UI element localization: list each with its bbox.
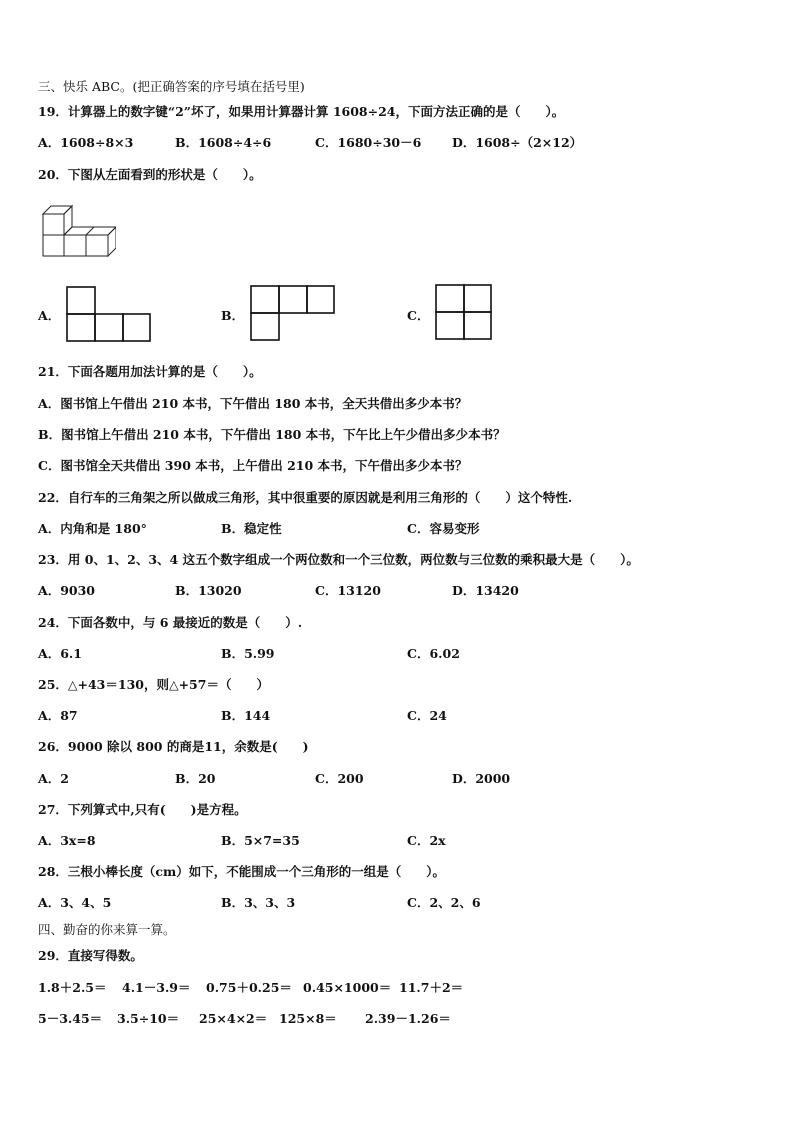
question-25-stem: 25．△+43＝130，则△+57＝（ ） (38, 677, 269, 692)
q29-r1-item-3: 0.75＋0.25＝ (206, 980, 292, 995)
q29-r2-item-3: 25×4×2＝ (199, 1011, 268, 1026)
question-28-stem: 28．三根小棒长度（cm）如下，不能围成一个三角形的一组是（ ）。 (38, 864, 445, 879)
q26-option-b: B．20 (175, 771, 216, 786)
q21-option-a: A．图书馆上午借出 210 本书，下午借出 180 本书，全天共借出多少本书？ (38, 396, 468, 411)
q19-option-c: C．1680÷30－6 (315, 135, 422, 150)
q26-option-d: D．2000 (452, 771, 511, 786)
q27-option-b: B．5×7=35 (221, 833, 300, 848)
q29-r2-item-4: 125×8＝ (279, 1011, 337, 1026)
q25-option-c: C．24 (407, 708, 447, 723)
q20-option-a: A． (38, 308, 61, 323)
q22-option-a: A．内角和是 180° (38, 521, 147, 536)
q26-option-c: C．200 (315, 771, 364, 786)
q24-option-b: B．5.99 (221, 646, 275, 661)
q23-option-a: A．9030 (38, 583, 95, 598)
q25-option-b: B．144 (221, 708, 271, 723)
q28-option-a: A．3、4、5 (38, 895, 112, 910)
question-27-stem: 27．下列算式中,只有( )是方程。 (38, 802, 247, 817)
cube-stack-figure (40, 200, 116, 262)
q25-option-a: A．87 (38, 708, 78, 723)
q20-option-c: C． (407, 308, 430, 323)
q29-r1-item-1: 1.8＋2.5＝ (38, 980, 107, 995)
question-19-stem: 19．计算器上的数字键“2”坏了，如果用计算器计算 1608÷24，下面方法正确的是（ ）。 (38, 104, 565, 119)
q29-r2-item-1: 5－3.45＝ (38, 1011, 103, 1026)
q28-option-b: B．3、3、3 (221, 895, 296, 910)
question-23-stem: 23．用 0、1、2、3、4 这五个数字组成一个两位数和一个三位数，两位数与三位数的乘积最大是（ ）。 (38, 552, 639, 567)
q27-option-a: A．3x=8 (38, 833, 96, 848)
q23-option-c: C．13120 (315, 583, 381, 598)
q19-option-a: A．1608÷8×3 (38, 135, 134, 150)
q24-option-c: C．6.02 (407, 646, 460, 661)
q20-option-b: B． (221, 308, 245, 323)
section-4-heading: 四、勤奋的你来算一算。 (38, 922, 176, 937)
q21-option-b: B．图书馆上午借出 210 本书，下午借出 180 本书，下午比上午少借出多少本书？ (38, 427, 506, 442)
question-29-stem: 29．直接写得数。 (38, 948, 143, 963)
q23-option-d: D．13420 (452, 583, 519, 598)
question-24-stem: 24．下面各数中，与 6 最接近的数是（ ）. (38, 615, 303, 630)
q29-r2-item-5: 2.39－1.26＝ (365, 1011, 451, 1026)
question-21-stem: 21．下面各题用加法计算的是（ ）。 (38, 364, 262, 379)
q24-option-a: A．6.1 (38, 646, 82, 661)
q22-option-c: C．容易变形 (407, 521, 480, 536)
q21-option-c: C．图书馆全天共借出 390 本书，上午借出 210 本书，下午借出多少本书？ (38, 458, 468, 473)
q19-option-b: B．1608÷4÷6 (175, 135, 272, 150)
q23-option-b: B．13020 (175, 583, 242, 598)
q29-r2-item-2: 3.5÷10＝ (117, 1011, 180, 1026)
q28-option-c: C．2、2、6 (407, 895, 481, 910)
q29-r1-item-2: 4.1－3.9＝ (122, 980, 191, 995)
section-3-heading: 三、快乐 ABC。(把正确答案的序号填在括号里) (38, 79, 305, 94)
q22-option-b: B．稳定性 (221, 521, 282, 536)
q26-option-a: A．2 (38, 771, 69, 786)
q19-option-d: D．1608÷（2×12） (452, 135, 583, 150)
question-26-stem: 26．9000 除以 800 的商是11，余数是( ) (38, 739, 309, 754)
q20-figure-c (435, 284, 493, 341)
question-20-stem: 20．下图从左面看到的形状是（ ）。 (38, 167, 262, 182)
q29-r1-item-4: 0.45×1000＝ (303, 980, 392, 995)
question-22-stem: 22．自行车的三角架之所以做成三角形，其中很重要的原因就是利用三角形的（ ）这个特性. (38, 490, 573, 505)
q20-figure-b (250, 285, 336, 342)
q20-figure-a (66, 286, 152, 343)
q27-option-c: C．2x (407, 833, 446, 848)
q29-r1-item-5: 11.7＋2＝ (399, 980, 464, 995)
